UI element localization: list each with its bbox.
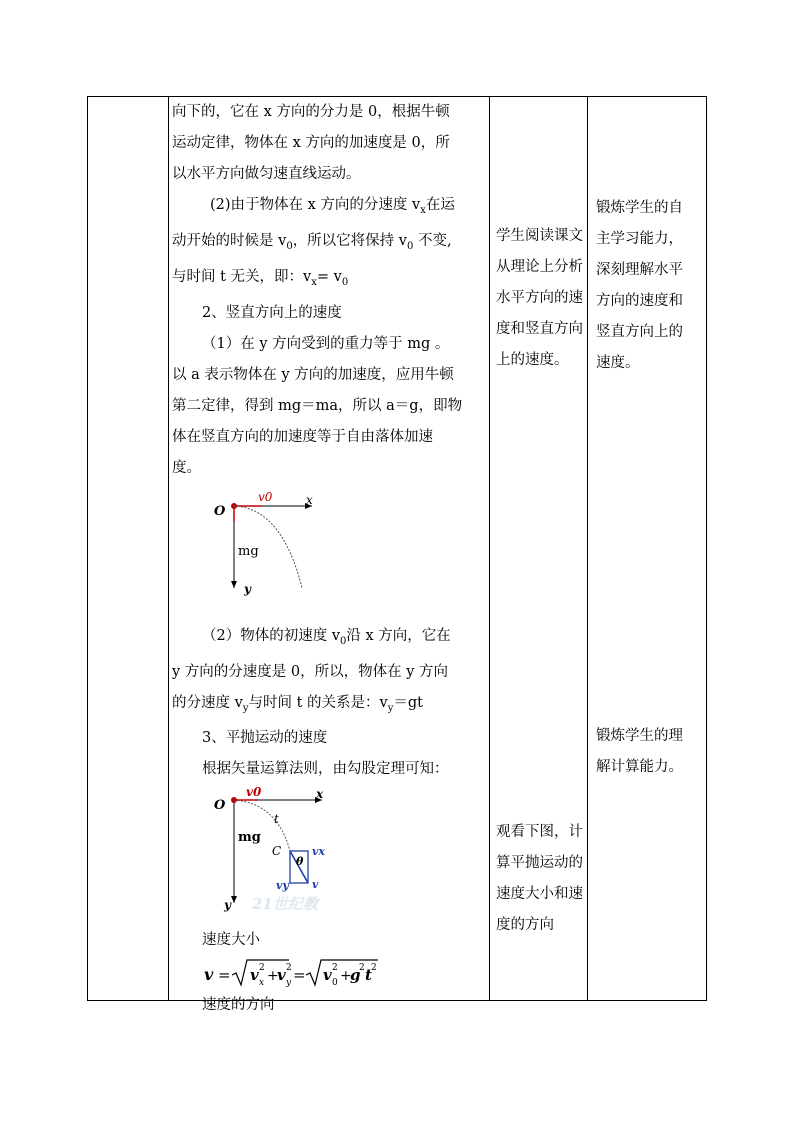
text-line: 以水平方向做匀速直线运动。 <box>172 166 361 182</box>
lesson-table <box>87 96 707 1014</box>
v0-label: v0 <box>258 489 273 504</box>
text-line: 的分速度 $v_y$与时间 t 的关系是：$v_y=gt$ <box>172 694 423 714</box>
design-intent-1: 锻炼学生的自主学习能力，深刻理解水平方向的速度和竖直方向上的速度。 <box>596 200 683 371</box>
section-heading: 2、竖直方向上的速度 <box>202 304 342 321</box>
text-line: 根据矢量运算法则，由勾股定理可知： <box>202 761 449 778</box>
svg-text:+: + <box>340 968 352 985</box>
svg-text:g: g <box>350 966 361 985</box>
content-column <box>172 97 488 1021</box>
column-divider <box>587 97 588 1000</box>
svg-text:x: x <box>259 978 265 989</box>
text-line: （2）物体的初速度 $v_0$沿 x 方向，它在 <box>202 627 451 647</box>
svg-text:t: t <box>365 966 372 985</box>
watermark-logo: 21世纪教 <box>252 895 318 914</box>
text-line: 动开始的时候是 $v_0$，所以它将保持 $v_0$ 不变, <box>172 232 452 252</box>
design-intent-2: 锻炼学生的理解计算能力。 <box>596 728 683 775</box>
text-line: 速度的方向 <box>202 997 275 1014</box>
svg-text:=: = <box>218 966 231 985</box>
projectile-figure-2 <box>172 785 488 925</box>
v-label: v <box>312 878 319 892</box>
text-line: 速度大小 <box>202 932 260 949</box>
svg-text:+: + <box>267 968 279 985</box>
text-line: (2)由于物体在 x 方向的分速度 $v_x$在运 <box>210 197 455 216</box>
text-line: 向下的，它在 x 方向的分力是 0，根据牛顿 <box>172 104 450 120</box>
mg-label: mg <box>238 830 261 846</box>
svg-text:2: 2 <box>359 963 365 974</box>
svg-text:2: 2 <box>332 963 338 974</box>
column-divider <box>168 97 169 1000</box>
student-activity-1: 学生阅读课文从理论上分析水平方向的速度和竖直方向上的速度。 <box>496 228 583 368</box>
student-activity-2: 观看下图，计算平抛运动的速度大小和速度的方向 <box>496 824 583 933</box>
svg-text:=: = <box>293 966 306 985</box>
v0-label: v0 <box>246 785 262 800</box>
text-line: 度。 <box>172 459 201 476</box>
section-heading: 3、平抛运动的速度 <box>202 730 328 747</box>
text-line: 运动定律，物体在 x 方向的加速度是 0，所 <box>172 135 450 151</box>
text-line: 以 a 表示物体在 y 方向的加速度，应用牛顿 <box>172 366 454 383</box>
text-line: （1）在 y 方向受到的重力等于 mg 。 <box>202 335 450 352</box>
text-line: 与时间 t 无关，即：$v_x= v_0$ <box>172 268 349 288</box>
svg-text:0: 0 <box>332 978 338 989</box>
svg-text:2: 2 <box>259 963 265 974</box>
theta-label: θ <box>296 855 304 869</box>
projectile-figure-1 <box>172 488 488 618</box>
text-line: 第二定律，得到 mg＝ma，所以 a＝g，即物 <box>172 397 463 414</box>
svg-text:v: v <box>277 966 286 985</box>
text-line: 体在竖直方向的加速度等于自由落体加速 <box>172 428 433 445</box>
svg-text:v: v <box>204 965 214 985</box>
mg-label: mg <box>238 543 259 559</box>
y-axis-label: y <box>244 581 251 596</box>
vx-label: vx <box>312 845 325 859</box>
column-divider <box>489 97 490 1000</box>
text-line: y 方向的分速度是 0，所以，物体在 y 方向 <box>172 663 449 680</box>
svg-text:2: 2 <box>286 963 292 974</box>
speed-formula <box>172 956 488 990</box>
c-label: C <box>272 844 282 859</box>
svg-text:2: 2 <box>371 963 377 974</box>
svg-text:y: y <box>286 978 292 989</box>
x-axis-label: x <box>316 787 324 802</box>
vy-label: vy <box>276 879 289 893</box>
svg-text:v: v <box>323 966 332 985</box>
t-label: t <box>274 812 279 827</box>
y-axis-label: y <box>224 898 231 913</box>
origin-label: O <box>214 798 226 814</box>
origin-label: O <box>214 503 226 519</box>
x-axis-label: x <box>306 492 313 507</box>
svg-text:v: v <box>250 966 259 985</box>
